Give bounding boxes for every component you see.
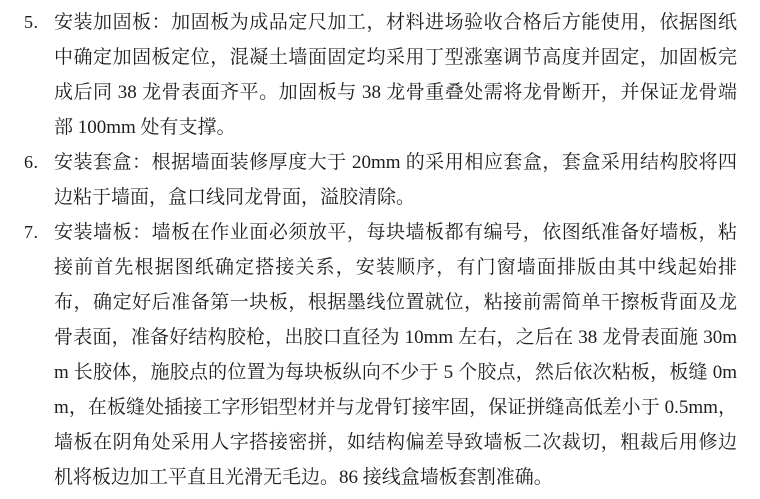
list-item-number: 5. [24,12,39,32]
list-item [0,145,760,215]
list-item-text: 安装加固板：加固板为成品定尺加工，材料进场验收合格后方能使用，依据图纸中确定加固板定位，混凝土墙面固定均采用丁型涨塞调节高度并固定，加固板完成后同 38 龙骨表面齐平。加固板与 38 龙骨重叠处需将龙骨断开，并保证龙骨端部 100mm 处有支撑。 [54,12,737,138]
list-item-number: 7. [24,222,39,242]
list-item-text: 安装套盒：根据墙面装修厚度大于 20mm 的采用相应套盒，套盒采用结构胶将四边粘于墙面，盒口线同龙骨面，溢胶清除。 [54,152,737,208]
list-item [0,5,760,145]
numbered-list [0,5,760,495]
list-item-number: 6. [24,152,39,172]
list-item-text: 安装墙板：墙板在作业面必须放平，每块墙板都有编号，依图纸准备好墙板，粘接前首先根据图纸确定搭接关系，安装顺序，有门窗墙面排版由其中线起始排布，确定好后准备第一块板，根据墨线位置就位，粘接前需简单干擦板背面及龙骨表面，准备好结构胶枪，出胶口直径为 10mm 左右，之后在 38 龙骨表面施 30mm 长胶体，施胶点的位置为每块板纵向不少于 5 个胶点，然后依次粘板，板缝 0mm，在板缝处插接工字形铝型材并与龙骨钉接牢固，保证拼缝高低差小于 0.5mm，墙板在阴角处采用人字搭接密拼，如结构偏差导致墙板二次裁切，粗裁后用修边机将板边加工平直且光滑无毛边。86 接线盒墙板套割准确。 [54,222,737,488]
list-item [0,215,760,495]
